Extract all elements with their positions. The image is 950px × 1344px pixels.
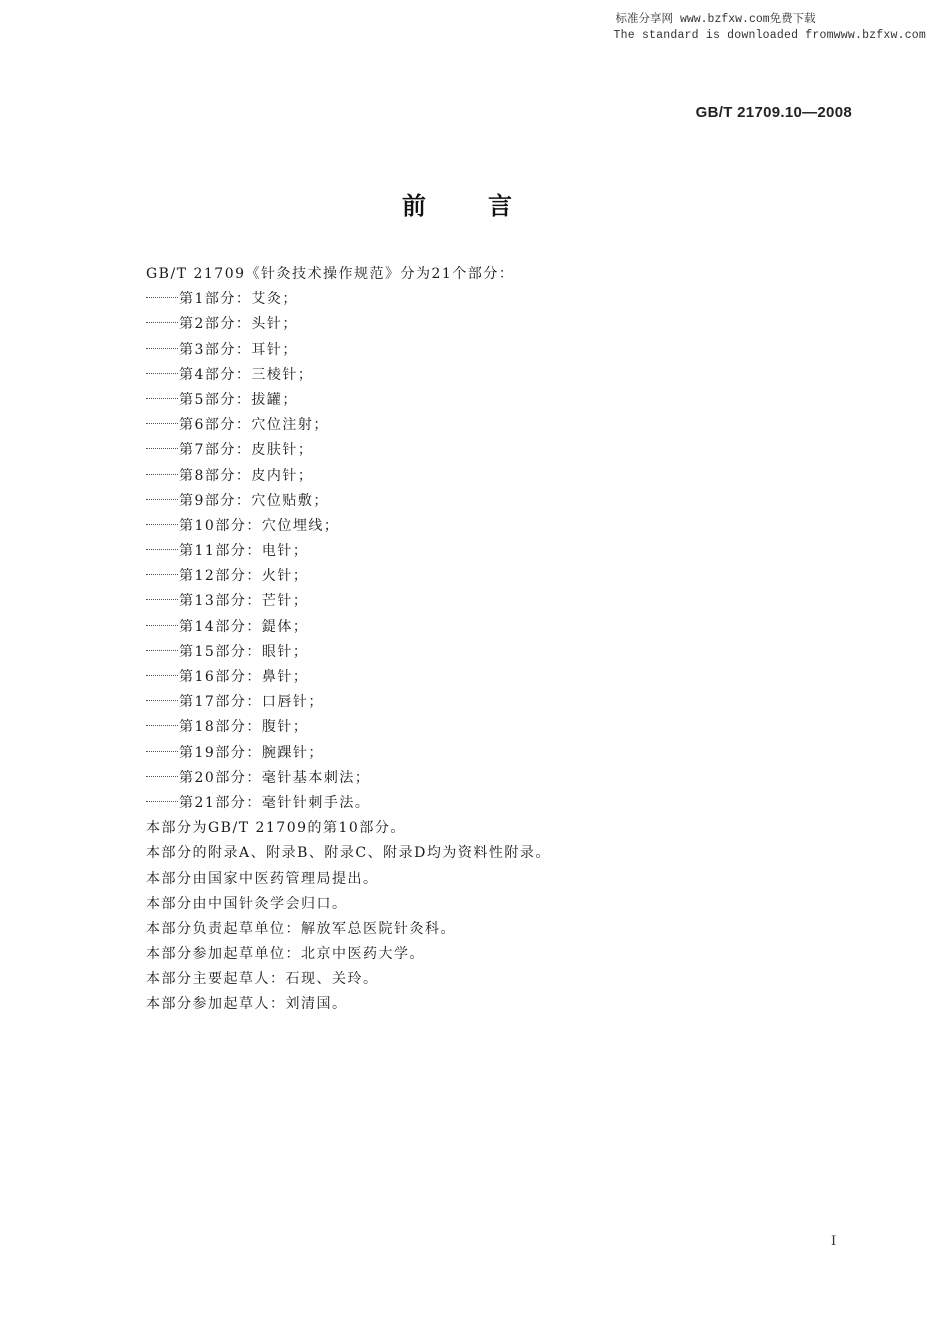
statement-line: 本部分由国家中医药管理局提出。: [146, 870, 379, 887]
dash-leader: [146, 322, 178, 324]
dash-leader: [146, 574, 178, 576]
dash-leader: [146, 549, 178, 551]
part-label: 第4部分：三棱针；: [179, 366, 314, 383]
dash-leader: [146, 700, 178, 702]
dash-leader: [146, 297, 178, 299]
part-list-item: [146, 438, 826, 463]
part-list-item: [146, 640, 826, 665]
part-list-item: [146, 388, 826, 413]
statements-list: [146, 816, 826, 1018]
part-label: 第21部分：毫针针刺手法。: [179, 794, 371, 811]
part-list-item: [146, 363, 826, 388]
part-label: 第1部分：艾灸；: [179, 291, 298, 308]
dash-leader: [146, 801, 178, 803]
dash-leader: [146, 423, 178, 425]
dash-leader: [146, 725, 178, 727]
statement-line: 本部分的附录A、附录B、附录C、附录D均为资料性附录。: [146, 845, 551, 862]
watermark-line-cn: 标准分享网 www.bzfxw.com免费下载: [615, 13, 816, 26]
part-label: 第6部分：穴位注射；: [179, 417, 329, 434]
statement-line: 本部分主要起草人：石现、关玲。: [146, 971, 379, 988]
part-list-item: [146, 312, 826, 337]
part-label: 第11部分：电针；: [179, 543, 309, 560]
part-list-item: [146, 514, 826, 539]
part-list-item: [146, 413, 826, 438]
part-list-item: [146, 665, 826, 690]
part-label: 第3部分：耳针；: [179, 341, 298, 358]
part-label: 第20部分：毫针基本刺法；: [179, 769, 371, 786]
part-list-item: [146, 715, 826, 740]
standard-code: GB/T 21709.10—2008: [695, 104, 852, 121]
part-list-item: [146, 741, 826, 766]
part-list-item: [146, 791, 826, 816]
part-label: 第13部分：芒针；: [179, 593, 309, 610]
statement-line: 本部分参加起草人：刘清国。: [146, 996, 348, 1013]
dash-leader: [146, 625, 178, 627]
part-label: 第19部分：腕踝针；: [179, 744, 324, 761]
watermark-line-en: The standard is downloaded fromwww.bzfxw.com: [613, 29, 926, 42]
part-list-item: [146, 589, 826, 614]
dash-leader: [146, 524, 178, 526]
page-number: I: [831, 1234, 837, 1249]
part-list-item: [146, 615, 826, 640]
part-list-item: [146, 489, 826, 514]
foreword-body: [146, 262, 826, 1018]
dash-leader: [146, 373, 178, 375]
dash-leader: [146, 398, 178, 400]
part-list-item: [146, 766, 826, 791]
dash-leader: [146, 348, 178, 350]
part-label: 第9部分：穴位贴敷；: [179, 492, 329, 509]
part-label: 第14部分：鍉体；: [179, 618, 309, 635]
statement-line: 本部分负责起草单位：解放军总医院针灸科。: [146, 920, 456, 937]
parts-list: [146, 287, 826, 816]
dash-leader: [146, 474, 178, 476]
part-label: 第17部分：口唇针；: [179, 694, 324, 711]
part-list-item: [146, 338, 826, 363]
statement-line: 本部分为GB/T 21709的第10部分。: [146, 820, 406, 837]
intro-line: GB/T 21709《针灸技术操作规范》分为21个部分：: [146, 266, 515, 282]
part-label: 第16部分：鼻针；: [179, 669, 309, 685]
part-label: 第5部分：拔罐；: [179, 391, 298, 408]
part-list-item: [146, 690, 826, 715]
part-label: 第10部分：穴位埋线；: [179, 517, 340, 534]
part-label: 第2部分：头针；: [179, 316, 298, 333]
part-label: 第7部分：皮肤针；: [179, 442, 314, 459]
dash-leader: [146, 448, 178, 450]
watermark: [614, 12, 926, 44]
part-list-item: [146, 539, 826, 564]
statement-line: 本部分参加起草单位：北京中医药大学。: [146, 946, 425, 963]
part-list-item: [146, 564, 826, 589]
part-list-item: [146, 464, 826, 489]
part-label: 第8部分：皮内针；: [179, 467, 314, 484]
dash-leader: [146, 776, 178, 778]
part-label: 第18部分：腹针；: [179, 719, 309, 736]
part-list-item: [146, 287, 826, 312]
dash-leader: [146, 650, 178, 652]
dash-leader: [146, 499, 178, 501]
part-label: 第12部分：火针；: [179, 568, 309, 585]
statement-line: 本部分由中国针灸学会归口。: [146, 895, 348, 912]
part-label: 第15部分：眼针；: [179, 643, 309, 660]
dash-leader: [146, 599, 178, 601]
dash-leader: [146, 751, 178, 753]
page-title: 前言: [402, 192, 574, 220]
dash-leader: [146, 675, 178, 677]
